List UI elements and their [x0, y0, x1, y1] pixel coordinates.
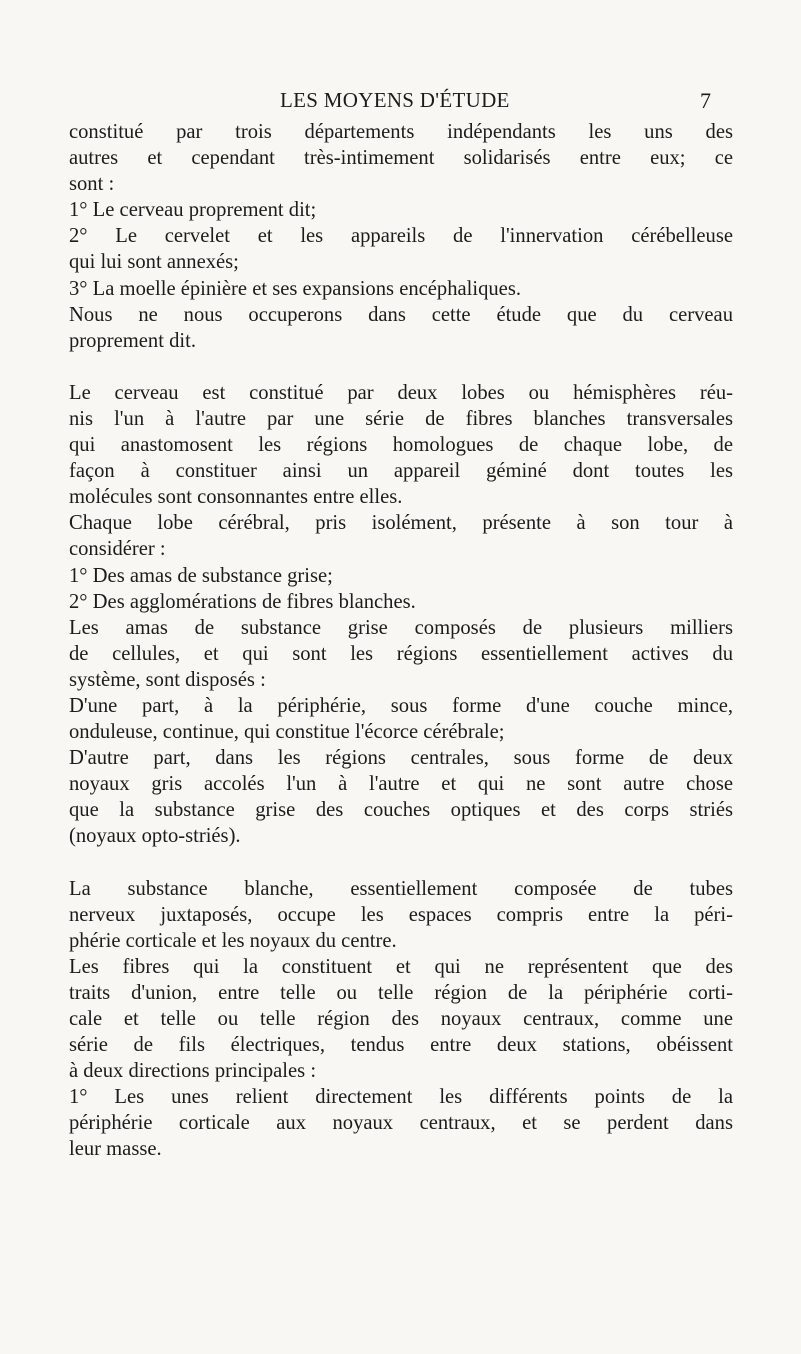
- text-line: phérie corticale et les noyaux du centre.: [69, 929, 397, 952]
- text-line: Les fibres qui la constituent et qui ne représentent que des: [69, 955, 733, 978]
- text-line: considérer :: [69, 538, 166, 561]
- text-line: Les amas de substance grise composés de plusieurs milliers: [69, 616, 733, 639]
- list-item-fibres-blanches: 2° Des agglomérations de fibres blanches.: [69, 590, 416, 613]
- text-line: de cellules, et qui sont les régions essentiellement actives du: [69, 642, 733, 665]
- list-item-substance-grise: 1° Des amas de substance grise;: [69, 564, 333, 587]
- text-line: système, sont disposés :: [69, 668, 266, 691]
- list-item-moelle: 3° La moelle épinière et ses expansions encéphaliques.: [69, 277, 521, 300]
- text-line: périphérie corticale aux noyaux centraux, et se perdent dans: [69, 1112, 733, 1135]
- text-line: nerveux juxtaposés, occupe les espaces compris entre la péri-: [69, 903, 733, 926]
- text-line: qui lui sont annexés;: [69, 251, 239, 274]
- running-head: [0, 88, 801, 118]
- text-line: autres et cependant très-intimement solidarisés entre eux; ce: [69, 147, 733, 170]
- body-text: [69, 119, 733, 1163]
- list-item-cervelet: 2° Le cervelet et les appareils de l'innervation cérébelleuse: [69, 225, 733, 248]
- text-line: Nous ne nous occuperons dans cette étude que du cerveau: [69, 303, 733, 326]
- text-line: série de fils électriques, tendus entre deux stations, obéissent: [69, 1034, 733, 1057]
- text-line: molécules sont consonnantes entre elles.: [69, 486, 403, 509]
- text-line: qui anastomosent les régions homologues de chaque lobe, de: [69, 434, 733, 457]
- text-line: onduleuse, continue, qui constitue l'écorce cérébrale;: [69, 721, 505, 744]
- paragraph-gap: [69, 850, 733, 876]
- text-line: façon à constituer ainsi un appareil géminé dont toutes les: [69, 460, 733, 483]
- text-line: sont :: [69, 173, 115, 196]
- list-item-cerveau: 1° Le cerveau proprement dit;: [69, 199, 317, 222]
- text-line: Chaque lobe cérébral, pris isolément, présente à son tour à: [69, 512, 733, 535]
- text-line: cale et telle ou telle région des noyaux centraux, comme une: [69, 1008, 733, 1030]
- running-title: LES MOYENS D'ÉTUDE: [280, 88, 510, 112]
- text-line: D'une part, à la périphérie, sous forme d'une couche mince,: [69, 694, 733, 717]
- text-line: proprement dit.: [69, 329, 196, 352]
- page-number: 7: [700, 88, 711, 113]
- text-line: (noyaux opto-striés).: [69, 825, 241, 848]
- text-line: à deux directions principales :: [69, 1060, 317, 1083]
- text-line: que la substance grise des couches optiques et des corps striés: [69, 799, 733, 822]
- paragraph-gap: [69, 354, 733, 380]
- text-line: constitué par trois départements indépendants les uns des: [69, 121, 733, 143]
- text-line: traits d'union, entre telle ou telle région de la périphérie corti-: [69, 981, 733, 1004]
- text-line: noyaux gris accolés l'un à l'autre et qui ne sont autre chose: [69, 773, 733, 796]
- text-line: nis l'un à l'autre par une série de fibres blanches transversales: [69, 407, 733, 430]
- text-line: Le cerveau est constitué par deux lobes ou hémisphères réu-: [69, 381, 733, 404]
- text-line: leur masse.: [69, 1138, 162, 1161]
- text-line: D'autre part, dans les régions centrales, sous forme de deux: [69, 747, 733, 770]
- text-line: 1° Les unes relient directement les différents points de la: [69, 1086, 733, 1109]
- text-line: La substance blanche, essentiellement composée de tubes: [69, 877, 733, 900]
